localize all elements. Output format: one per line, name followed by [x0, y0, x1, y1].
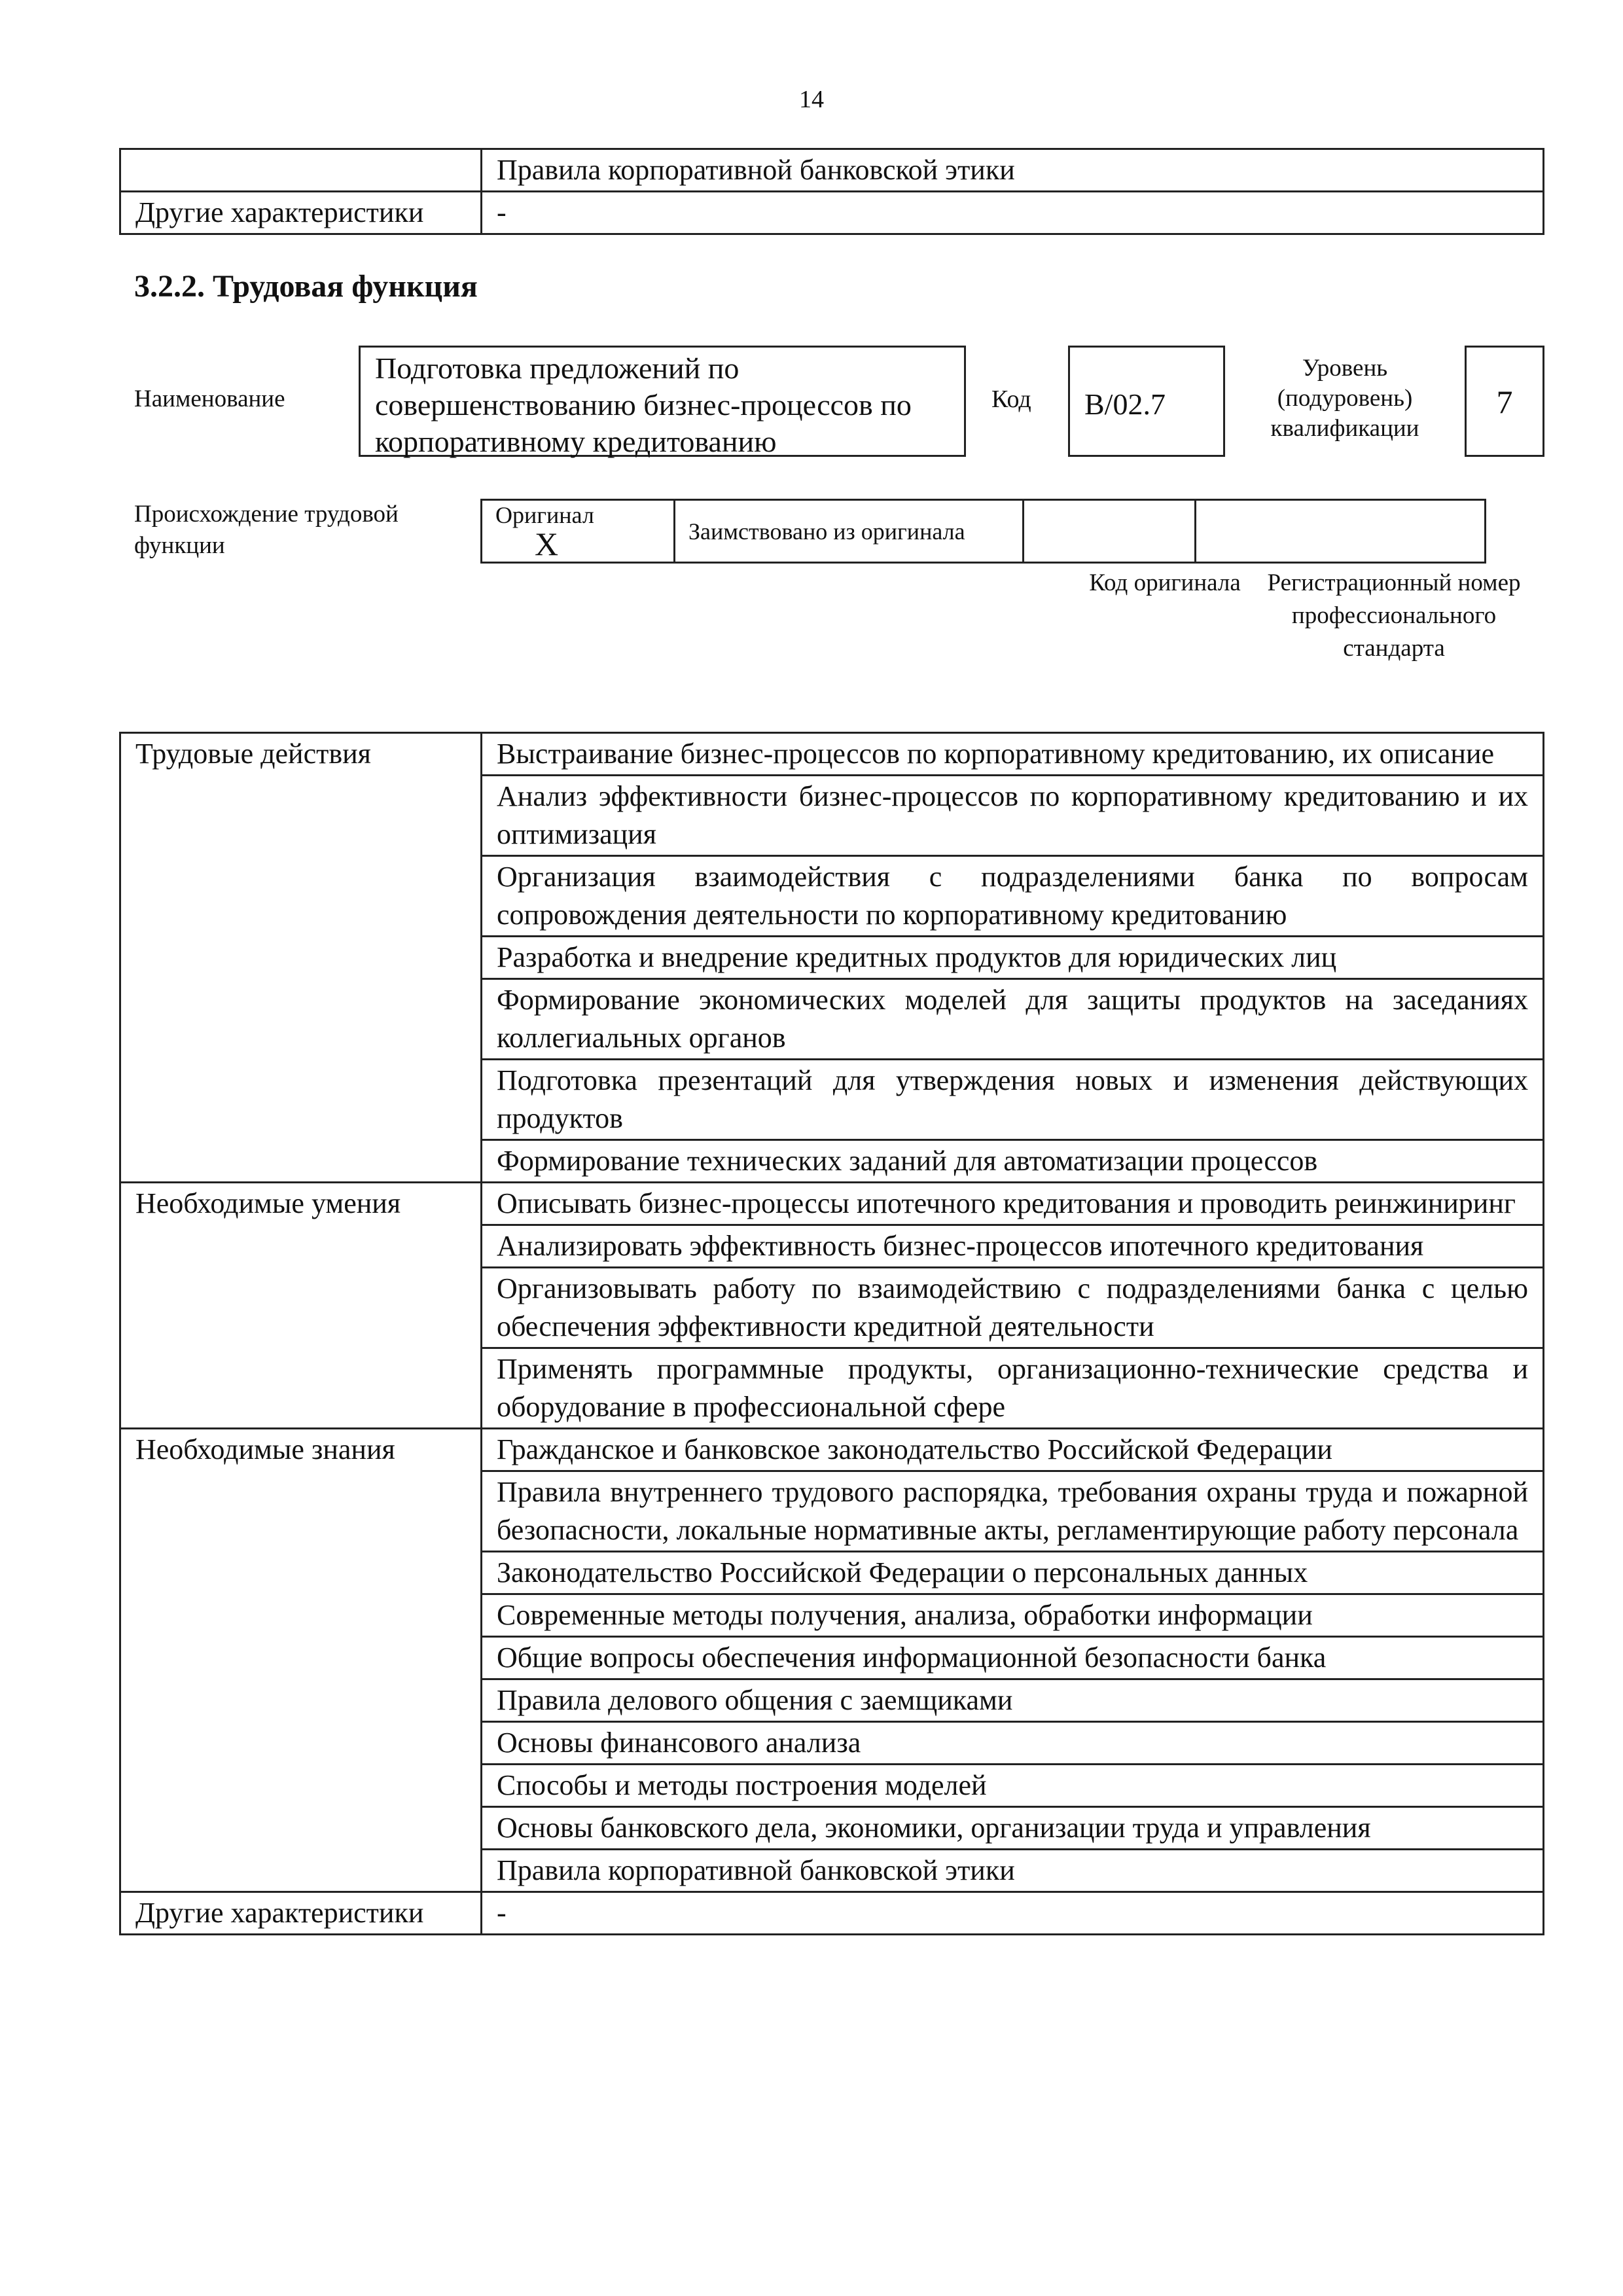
- other-characteristics-value: -: [482, 1892, 1544, 1935]
- table-row: [120, 1429, 1544, 1471]
- caption-original-code: Код оригинала: [1089, 569, 1241, 596]
- table-row: [482, 500, 1486, 563]
- origin-table: [480, 499, 1486, 564]
- knowledge-item: Способы и методы построения моделей: [482, 1765, 1544, 1807]
- knowledge-item: Законодательство Российской Федерации о персональных данных: [482, 1552, 1544, 1594]
- table-row: [120, 1183, 1544, 1225]
- code-value: B/02.7: [1068, 346, 1225, 457]
- top-table: [119, 148, 1544, 235]
- caption-registration-number: Регистрационный номер профессионального стандарта: [1267, 569, 1521, 662]
- knowledge-label: Необходимые знания: [120, 1429, 482, 1892]
- labor-action-item: Формирование экономических моделей для защиты продуктов на заседаниях коллегиальных органов: [482, 979, 1544, 1060]
- skill-item: Организовывать работу по взаимодействию с подразделениями банка с целью обеспечения эффективности кредитной деятельности: [482, 1268, 1544, 1348]
- knowledge-item: Правила внутреннего трудового распорядка, требования охраны труда и пожарной безопасности, локальные нормативные акты, регламентирующие работу персонала: [482, 1471, 1544, 1552]
- level-value: 7: [1465, 346, 1544, 457]
- skill-item: Применять программные продукты, организационно-технические средства и оборудование в профессиональной сфере: [482, 1348, 1544, 1429]
- knowledge-item: Правила корпоративной банковской этики: [482, 1850, 1544, 1892]
- knowledge-item: Современные методы получения, анализа, обработки информации: [482, 1594, 1544, 1637]
- registration-number-cell: [1196, 500, 1486, 563]
- skill-item: Описывать бизнес-процессы ипотечного кредитования и проводить реинжиниринг: [482, 1183, 1544, 1225]
- table-cell-value: Правила корпоративной банковской этики: [482, 149, 1544, 192]
- other-characteristics-label: Другие характеристики: [120, 1892, 482, 1935]
- labor-actions-label: Трудовые действия: [120, 733, 482, 1183]
- section-title: 3.2.2. Трудовая функция: [134, 269, 478, 304]
- level-label: Уровень (подуровень) квалификации: [1270, 355, 1419, 442]
- labor-action-item: Подготовка презентаций для утверждения новых и изменения действующих продуктов: [482, 1060, 1544, 1140]
- main-table: [119, 732, 1544, 1935]
- table-cell-value: -: [482, 192, 1544, 234]
- knowledge-item: Общие вопросы обеспечения информационной безопасности банка: [482, 1637, 1544, 1679]
- labor-action-item: Анализ эффективности бизнес-процессов по корпоративному кредитованию и их оптимизация: [482, 776, 1544, 856]
- page-number: 14: [799, 86, 824, 113]
- table-row: [120, 1892, 1544, 1935]
- table-cell-label: [120, 149, 482, 192]
- table-row: [120, 192, 1544, 234]
- labor-action-item: Формирование технических заданий для автоматизации процессов: [482, 1140, 1544, 1183]
- name-value: Подготовка предложений по совершенствованию бизнес-процессов по корпоративному кредитованию: [359, 346, 966, 457]
- original-code-cell: [1024, 500, 1196, 563]
- knowledge-item: Основы банковского дела, экономики, организации труда и управления: [482, 1807, 1544, 1850]
- origin-label: Происхождение трудовой функции: [134, 501, 399, 559]
- name-label: Наименование: [134, 386, 285, 412]
- table-cell-label: Другие характеристики: [120, 192, 482, 234]
- borrowed-cell: Заимствовано из оригинала: [675, 500, 1024, 563]
- skills-label: Необходимые умения: [120, 1183, 482, 1429]
- knowledge-item: Правила делового общения с заемщиками: [482, 1679, 1544, 1722]
- labor-action-item: Организация взаимодействия с подразделениями банка по вопросам сопровождения деятельности по корпоративному кредитованию: [482, 856, 1544, 937]
- table-row: [120, 733, 1544, 776]
- table-row: [120, 149, 1544, 192]
- original-cell: [482, 500, 675, 563]
- original-label: Оригинал: [495, 502, 594, 528]
- labor-action-item: Выстраивание бизнес-процессов по корпоративному кредитованию, их описание: [482, 733, 1544, 776]
- skill-item: Анализировать эффективность бизнес-процессов ипотечного кредитования: [482, 1225, 1544, 1268]
- original-mark: X: [535, 526, 559, 562]
- knowledge-item: Основы финансового анализа: [482, 1722, 1544, 1765]
- labor-action-item: Разработка и внедрение кредитных продуктов для юридических лиц: [482, 937, 1544, 979]
- knowledge-item: Гражданское и банковское законодательство Российской Федерации: [482, 1429, 1544, 1471]
- code-label: Код: [991, 386, 1031, 413]
